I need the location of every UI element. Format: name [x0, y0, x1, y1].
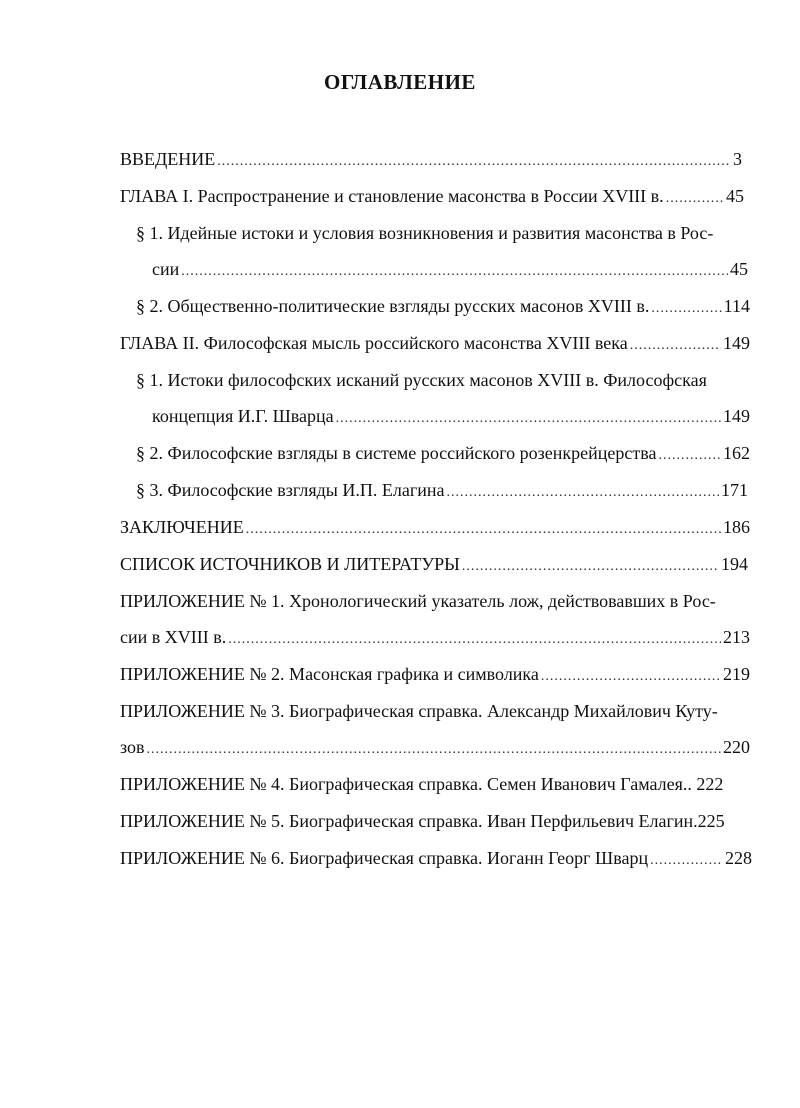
dot-leader — [336, 407, 721, 428]
toc-entry-page: 149 — [723, 406, 750, 426]
toc-entry-page: 222 — [696, 774, 724, 794]
toc-entry-page: 3 — [733, 149, 742, 169]
toc-entry-text: ВВЕДЕНИЕ — [120, 149, 216, 169]
toc-entry-appendix-3-line-1: ПРИЛОЖЕНИЕ № 3. Биографическая справка. Александр Михайлович Куту- — [120, 701, 718, 721]
dot-leader — [228, 628, 721, 649]
toc-entry-chapter-1-section-1-line-1: § 1. Идейные истоки и условия возникновения и развития масонства в Рос- — [136, 223, 714, 243]
toc-entry-text: СПИСОК ИСТОЧНИКОВ И ЛИТЕРАТУРЫ — [120, 554, 460, 574]
dot-leader — [666, 187, 724, 208]
dot-leader — [541, 665, 721, 686]
toc-entry-text: ПРИЛОЖЕНИЕ № 4. Биографическая справка. Семен Иванович Гамалея.. — [120, 774, 692, 794]
toc-entry-page: 213 — [723, 627, 750, 647]
toc-entry-text: § 2. Общественно-политические взгляды русских масонов XVIII в. — [136, 296, 650, 316]
dot-leader — [246, 518, 721, 539]
toc-entry-text: сии в XVIII в. — [120, 627, 227, 647]
toc-entry-chapter-2-section-1 — [152, 404, 750, 428]
dot-leader — [217, 150, 731, 171]
toc-entry-appendix-5 — [120, 809, 725, 833]
toc-entry-appendix-6 — [120, 846, 752, 870]
dot-leader — [650, 849, 723, 870]
dot-leader — [147, 738, 721, 759]
toc-entry-page: 225 — [697, 811, 725, 831]
dot-leader — [462, 555, 719, 576]
toc-entry-chapter-2 — [120, 331, 750, 355]
toc-entry-page: 194 — [721, 554, 748, 574]
toc-entry-appendix-2 — [120, 662, 750, 686]
toc-entry-chapter-2-section-3 — [136, 478, 748, 502]
toc-entry-page: 149 — [723, 333, 750, 353]
toc-entry-chapter-2-section-2 — [136, 441, 750, 465]
toc-entry-chapter-1-section-1 — [152, 257, 748, 281]
toc-entry-text: ГЛАВА II. Философская мысль российского масонства XVIII века — [120, 333, 628, 353]
toc-entry-conclusion — [120, 515, 750, 539]
toc-entry-text: сии — [152, 259, 180, 279]
toc-entry-page: 45 — [726, 186, 744, 206]
toc-entry-chapter-2-section-1-line-1: § 1. Истоки философских исканий русских масонов XVIII в. Философская — [136, 370, 707, 390]
page-title: ОГЛАВЛЕНИЕ — [324, 70, 476, 94]
toc-entry-sources — [120, 552, 748, 576]
toc-entry-page: 219 — [723, 664, 750, 684]
toc-entry-page: 162 — [723, 443, 750, 463]
dot-leader — [651, 297, 721, 318]
toc-entry-page: 171 — [721, 480, 748, 500]
toc-entry-chapter-1 — [120, 184, 744, 208]
toc-entry-text: ГЛАВА I. Распространение и становление масонства в России XVIII в. — [120, 186, 664, 206]
toc-entry-text: § 2. Философские взгляды в системе российского розенкрейцерства — [136, 443, 657, 463]
toc-entry-page: 45 — [730, 259, 748, 279]
toc-entry-appendix-3 — [120, 735, 750, 759]
toc-entry-text: ПРИЛОЖЕНИЕ № 2. Масонская графика и символика — [120, 664, 539, 684]
toc-entry-page: 220 — [723, 737, 750, 757]
toc-entry-text: концепция И.Г. Шварца — [152, 406, 334, 426]
toc-entry-chapter-1-section-2 — [136, 294, 750, 318]
toc-entry-page: 228 — [725, 848, 752, 868]
dot-leader — [630, 334, 721, 355]
toc-entry-appendix-4 — [120, 772, 723, 796]
toc-entry-appendix-1 — [120, 625, 750, 649]
toc-entry-appendix-1-line-1: ПРИЛОЖЕНИЕ № 1. Хронологический указатель лож, действовавших в Рос- — [120, 591, 716, 611]
toc-entry-intro — [120, 147, 742, 171]
dot-leader — [659, 444, 721, 465]
toc-entry-text: зов — [120, 737, 145, 757]
dot-leader — [447, 481, 720, 502]
toc-entry-page: 114 — [723, 296, 750, 316]
dot-leader — [181, 260, 728, 281]
toc-entry-text: ПРИЛОЖЕНИЕ № 6. Биографическая справка. Иоганн Георг Шварц — [120, 848, 649, 868]
toc-entry-page: 186 — [723, 517, 750, 537]
toc-entry-text: § 3. Философские взгляды И.П. Елагина — [136, 480, 445, 500]
toc-entry-text: ПРИЛОЖЕНИЕ № 5. Биографическая справка. Иван Перфильевич Елагин. — [120, 811, 698, 831]
toc-entry-text: ЗАКЛЮЧЕНИЕ — [120, 517, 244, 537]
